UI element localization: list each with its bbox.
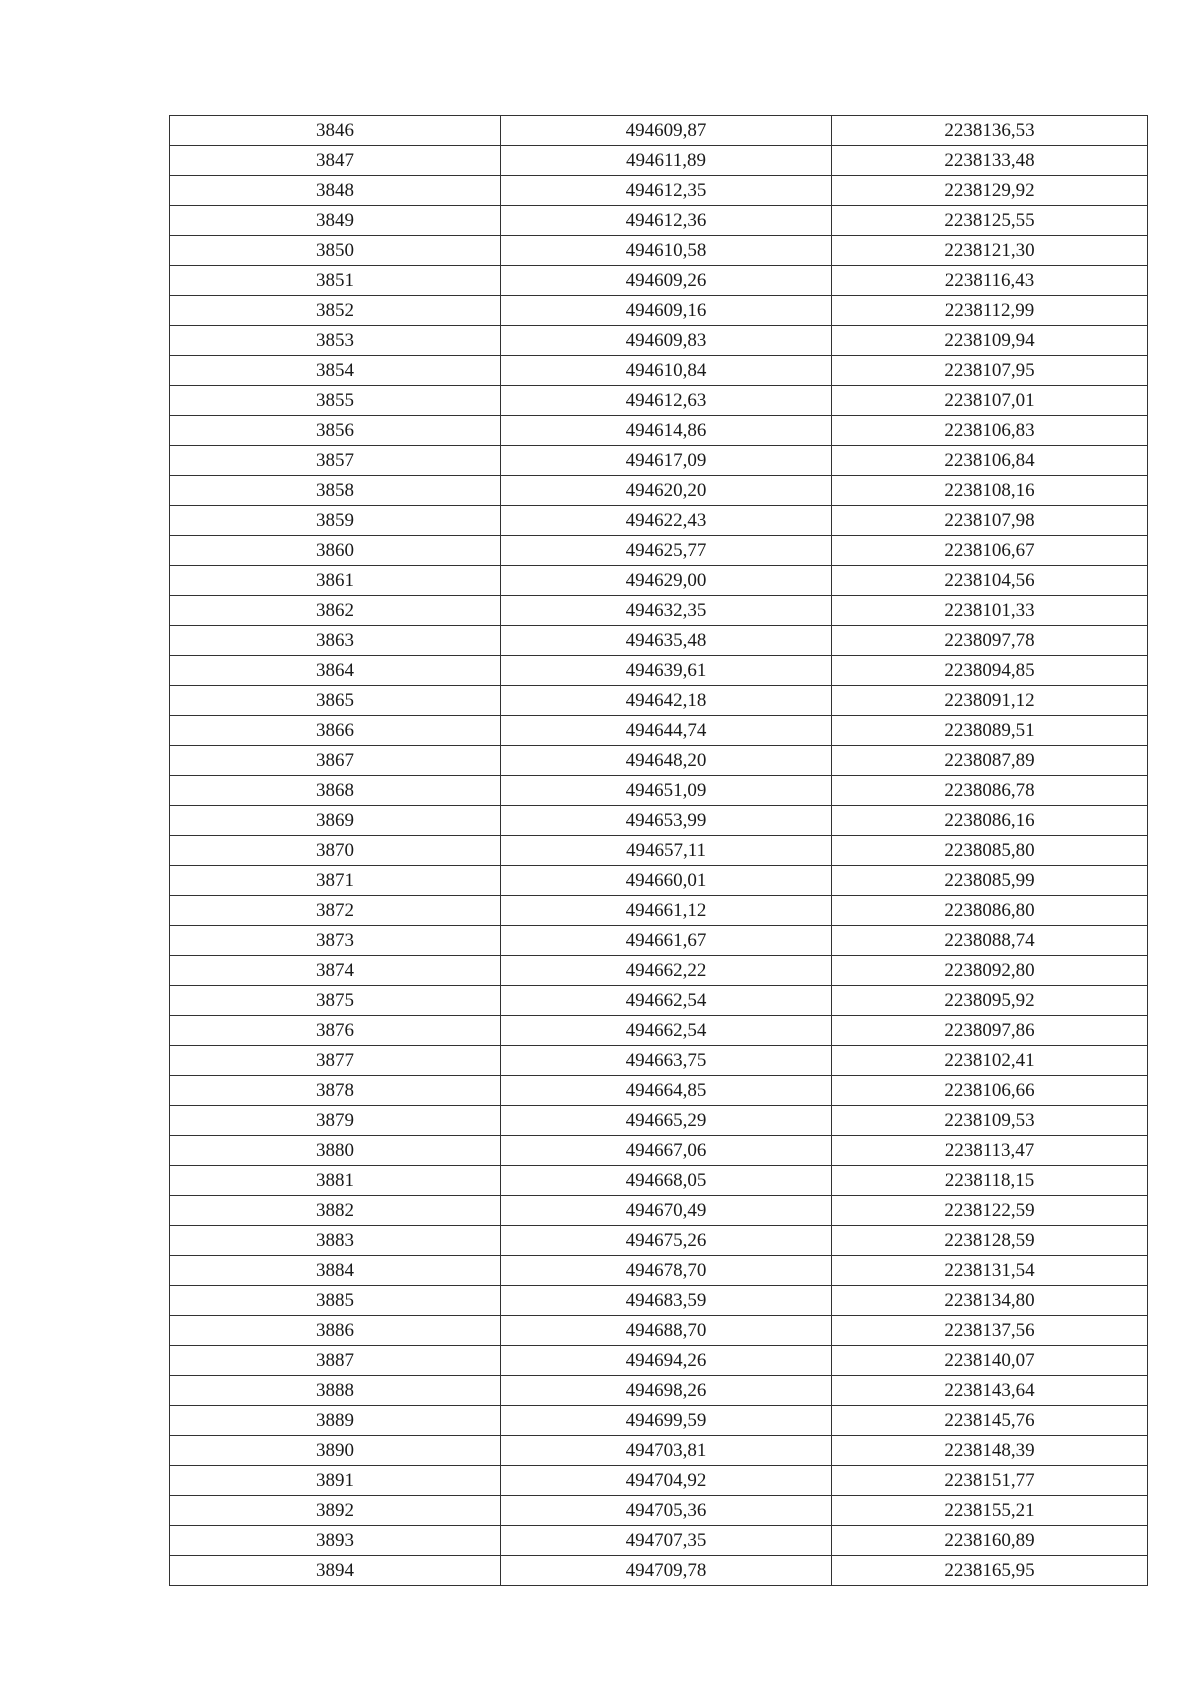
table-row (170, 266, 1148, 296)
point-number-cell: 3877 (170, 1046, 501, 1076)
table-row (170, 566, 1148, 596)
table-row (170, 506, 1148, 536)
x-coordinate-cell: 494705,36 (501, 1496, 832, 1526)
point-number-cell: 3864 (170, 656, 501, 686)
x-coordinate-cell: 494651,09 (501, 776, 832, 806)
x-coordinate-cell: 494661,12 (501, 896, 832, 926)
y-coordinate-cell: 2238107,95 (832, 356, 1148, 386)
x-coordinate-cell: 494612,36 (501, 206, 832, 236)
y-coordinate-cell: 2238125,55 (832, 206, 1148, 236)
y-coordinate-cell: 2238137,56 (832, 1316, 1148, 1346)
table-row (170, 1526, 1148, 1556)
x-coordinate-cell: 494625,77 (501, 536, 832, 566)
table-row (170, 1226, 1148, 1256)
point-number-cell: 3883 (170, 1226, 501, 1256)
x-coordinate-cell: 494707,35 (501, 1526, 832, 1556)
point-number-cell: 3885 (170, 1286, 501, 1316)
y-coordinate-cell: 2238097,78 (832, 626, 1148, 656)
y-coordinate-cell: 2238094,85 (832, 656, 1148, 686)
point-number-cell: 3872 (170, 896, 501, 926)
y-coordinate-cell: 2238109,94 (832, 326, 1148, 356)
point-number-cell: 3863 (170, 626, 501, 656)
y-coordinate-cell: 2238109,53 (832, 1106, 1148, 1136)
table-row (170, 1436, 1148, 1466)
table-row (170, 1406, 1148, 1436)
y-coordinate-cell: 2238086,16 (832, 806, 1148, 836)
point-number-cell: 3890 (170, 1436, 501, 1466)
table-row (170, 1466, 1148, 1496)
table-row (170, 1136, 1148, 1166)
x-coordinate-cell: 494678,70 (501, 1256, 832, 1286)
coordinates-table (169, 115, 1148, 1586)
x-coordinate-cell: 494609,87 (501, 116, 832, 146)
y-coordinate-cell: 2238116,43 (832, 266, 1148, 296)
table-row (170, 1346, 1148, 1376)
table-row (170, 866, 1148, 896)
x-coordinate-cell: 494699,59 (501, 1406, 832, 1436)
y-coordinate-cell: 2238121,30 (832, 236, 1148, 266)
point-number-cell: 3851 (170, 266, 501, 296)
point-number-cell: 3854 (170, 356, 501, 386)
point-number-cell: 3874 (170, 956, 501, 986)
y-coordinate-cell: 2238151,77 (832, 1466, 1148, 1496)
table-row (170, 1046, 1148, 1076)
table-row (170, 806, 1148, 836)
x-coordinate-cell: 494617,09 (501, 446, 832, 476)
y-coordinate-cell: 2238165,95 (832, 1556, 1148, 1586)
x-coordinate-cell: 494612,35 (501, 176, 832, 206)
y-coordinate-cell: 2238101,33 (832, 596, 1148, 626)
y-coordinate-cell: 2238145,76 (832, 1406, 1148, 1436)
table-row (170, 206, 1148, 236)
x-coordinate-cell: 494665,29 (501, 1106, 832, 1136)
point-number-cell: 3848 (170, 176, 501, 206)
point-number-cell: 3889 (170, 1406, 501, 1436)
x-coordinate-cell: 494670,49 (501, 1196, 832, 1226)
y-coordinate-cell: 2238106,66 (832, 1076, 1148, 1106)
x-coordinate-cell: 494664,85 (501, 1076, 832, 1106)
point-number-cell: 3882 (170, 1196, 501, 1226)
x-coordinate-cell: 494642,18 (501, 686, 832, 716)
y-coordinate-cell: 2238143,64 (832, 1376, 1148, 1406)
table-row (170, 236, 1148, 266)
point-number-cell: 3892 (170, 1496, 501, 1526)
y-coordinate-cell: 2238086,80 (832, 896, 1148, 926)
x-coordinate-cell: 494620,20 (501, 476, 832, 506)
x-coordinate-cell: 494609,26 (501, 266, 832, 296)
table-row (170, 956, 1148, 986)
table-row (170, 1016, 1148, 1046)
table-row (170, 776, 1148, 806)
table-row (170, 1496, 1148, 1526)
point-number-cell: 3867 (170, 746, 501, 776)
point-number-cell: 3865 (170, 686, 501, 716)
point-number-cell: 3861 (170, 566, 501, 596)
y-coordinate-cell: 2238095,92 (832, 986, 1148, 1016)
table-row (170, 1286, 1148, 1316)
x-coordinate-cell: 494662,54 (501, 986, 832, 1016)
y-coordinate-cell: 2238106,84 (832, 446, 1148, 476)
y-coordinate-cell: 2238136,53 (832, 116, 1148, 146)
x-coordinate-cell: 494698,26 (501, 1376, 832, 1406)
x-coordinate-cell: 494688,70 (501, 1316, 832, 1346)
x-coordinate-cell: 494639,61 (501, 656, 832, 686)
x-coordinate-cell: 494622,43 (501, 506, 832, 536)
point-number-cell: 3857 (170, 446, 501, 476)
x-coordinate-cell: 494663,75 (501, 1046, 832, 1076)
point-number-cell: 3868 (170, 776, 501, 806)
table-row (170, 146, 1148, 176)
y-coordinate-cell: 2238148,39 (832, 1436, 1148, 1466)
point-number-cell: 3849 (170, 206, 501, 236)
y-coordinate-cell: 2238087,89 (832, 746, 1148, 776)
y-coordinate-cell: 2238131,54 (832, 1256, 1148, 1286)
x-coordinate-cell: 494662,54 (501, 1016, 832, 1046)
point-number-cell: 3876 (170, 1016, 501, 1046)
y-coordinate-cell: 2238155,21 (832, 1496, 1148, 1526)
point-number-cell: 3869 (170, 806, 501, 836)
x-coordinate-cell: 494612,63 (501, 386, 832, 416)
x-coordinate-cell: 494632,35 (501, 596, 832, 626)
table-row (170, 176, 1148, 206)
x-coordinate-cell: 494657,11 (501, 836, 832, 866)
x-coordinate-cell: 494694,26 (501, 1346, 832, 1376)
table-row (170, 1316, 1148, 1346)
table-row (170, 626, 1148, 656)
point-number-cell: 3887 (170, 1346, 501, 1376)
table-row (170, 1556, 1148, 1586)
y-coordinate-cell: 2238140,07 (832, 1346, 1148, 1376)
x-coordinate-cell: 494662,22 (501, 956, 832, 986)
table-row (170, 446, 1148, 476)
x-coordinate-cell: 494653,99 (501, 806, 832, 836)
point-number-cell: 3880 (170, 1136, 501, 1166)
y-coordinate-cell: 2238108,16 (832, 476, 1148, 506)
table-row (170, 1256, 1148, 1286)
point-number-cell: 3855 (170, 386, 501, 416)
point-number-cell: 3850 (170, 236, 501, 266)
table-row (170, 476, 1148, 506)
y-coordinate-cell: 2238085,80 (832, 836, 1148, 866)
x-coordinate-cell: 494635,48 (501, 626, 832, 656)
point-number-cell: 3862 (170, 596, 501, 626)
x-coordinate-cell: 494609,83 (501, 326, 832, 356)
table-row (170, 896, 1148, 926)
y-coordinate-cell: 2238086,78 (832, 776, 1148, 806)
point-number-cell: 3856 (170, 416, 501, 446)
point-number-cell: 3894 (170, 1556, 501, 1586)
table-row (170, 1196, 1148, 1226)
y-coordinate-cell: 2238107,98 (832, 506, 1148, 536)
x-coordinate-cell: 494668,05 (501, 1166, 832, 1196)
table-row (170, 1376, 1148, 1406)
y-coordinate-cell: 2238118,15 (832, 1166, 1148, 1196)
point-number-cell: 3870 (170, 836, 501, 866)
point-number-cell: 3881 (170, 1166, 501, 1196)
x-coordinate-cell: 494709,78 (501, 1556, 832, 1586)
y-coordinate-cell: 2238129,92 (832, 176, 1148, 206)
table-row (170, 386, 1148, 416)
x-coordinate-cell: 494629,00 (501, 566, 832, 596)
x-coordinate-cell: 494644,74 (501, 716, 832, 746)
x-coordinate-cell: 494703,81 (501, 1436, 832, 1466)
y-coordinate-cell: 2238106,83 (832, 416, 1148, 446)
y-coordinate-cell: 2238112,99 (832, 296, 1148, 326)
table-row (170, 416, 1148, 446)
table-row (170, 596, 1148, 626)
y-coordinate-cell: 2238092,80 (832, 956, 1148, 986)
y-coordinate-cell: 2238107,01 (832, 386, 1148, 416)
x-coordinate-cell: 494610,84 (501, 356, 832, 386)
point-number-cell: 3886 (170, 1316, 501, 1346)
point-number-cell: 3884 (170, 1256, 501, 1286)
point-number-cell: 3853 (170, 326, 501, 356)
y-coordinate-cell: 2238160,89 (832, 1526, 1148, 1556)
y-coordinate-cell: 2238085,99 (832, 866, 1148, 896)
table-row (170, 836, 1148, 866)
y-coordinate-cell: 2238102,41 (832, 1046, 1148, 1076)
x-coordinate-cell: 494661,67 (501, 926, 832, 956)
table-row (170, 746, 1148, 776)
table-row (170, 656, 1148, 686)
table-row (170, 536, 1148, 566)
y-coordinate-cell: 2238133,48 (832, 146, 1148, 176)
table-row (170, 686, 1148, 716)
table-row (170, 296, 1148, 326)
x-coordinate-cell: 494611,89 (501, 146, 832, 176)
y-coordinate-cell: 2238091,12 (832, 686, 1148, 716)
point-number-cell: 3879 (170, 1106, 501, 1136)
x-coordinate-cell: 494610,58 (501, 236, 832, 266)
point-number-cell: 3873 (170, 926, 501, 956)
x-coordinate-cell: 494704,92 (501, 1466, 832, 1496)
y-coordinate-cell: 2238128,59 (832, 1226, 1148, 1256)
x-coordinate-cell: 494660,01 (501, 866, 832, 896)
point-number-cell: 3888 (170, 1376, 501, 1406)
point-number-cell: 3878 (170, 1076, 501, 1106)
table-row (170, 356, 1148, 386)
x-coordinate-cell: 494648,20 (501, 746, 832, 776)
coordinates-table-body (170, 116, 1148, 1586)
x-coordinate-cell: 494609,16 (501, 296, 832, 326)
y-coordinate-cell: 2238104,56 (832, 566, 1148, 596)
point-number-cell: 3866 (170, 716, 501, 746)
y-coordinate-cell: 2238089,51 (832, 716, 1148, 746)
table-row (170, 326, 1148, 356)
point-number-cell: 3893 (170, 1526, 501, 1556)
y-coordinate-cell: 2238106,67 (832, 536, 1148, 566)
point-number-cell: 3858 (170, 476, 501, 506)
y-coordinate-cell: 2238097,86 (832, 1016, 1148, 1046)
table-row (170, 716, 1148, 746)
point-number-cell: 3871 (170, 866, 501, 896)
x-coordinate-cell: 494683,59 (501, 1286, 832, 1316)
x-coordinate-cell: 494614,86 (501, 416, 832, 446)
point-number-cell: 3846 (170, 116, 501, 146)
x-coordinate-cell: 494675,26 (501, 1226, 832, 1256)
point-number-cell: 3875 (170, 986, 501, 1016)
point-number-cell: 3847 (170, 146, 501, 176)
y-coordinate-cell: 2238113,47 (832, 1136, 1148, 1166)
table-row (170, 986, 1148, 1016)
table-row (170, 1106, 1148, 1136)
point-number-cell: 3852 (170, 296, 501, 326)
table-row (170, 1076, 1148, 1106)
y-coordinate-cell: 2238122,59 (832, 1196, 1148, 1226)
point-number-cell: 3891 (170, 1466, 501, 1496)
y-coordinate-cell: 2238088,74 (832, 926, 1148, 956)
x-coordinate-cell: 494667,06 (501, 1136, 832, 1166)
point-number-cell: 3859 (170, 506, 501, 536)
y-coordinate-cell: 2238134,80 (832, 1286, 1148, 1316)
table-row (170, 926, 1148, 956)
table-row (170, 116, 1148, 146)
table-row (170, 1166, 1148, 1196)
point-number-cell: 3860 (170, 536, 501, 566)
